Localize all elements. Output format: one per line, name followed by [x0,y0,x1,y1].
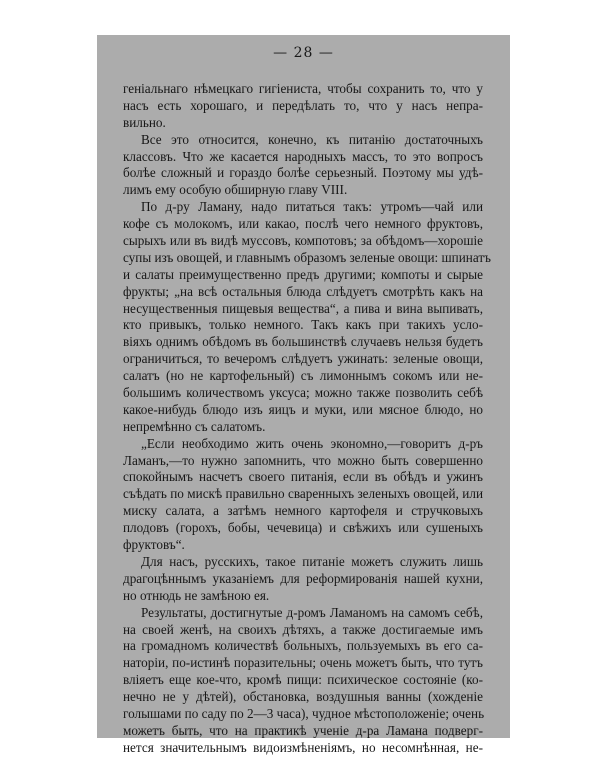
text-line: но отнюдь не замѣною ея. [123,587,270,603]
text-line: салатъ (но не картофельный) съ лимоннымъ сокомъ или не- [123,368,483,384]
book-page [97,35,510,755]
text-line: на громадномъ количествѣ больныхъ, пользуемыхъ въ его са- [123,638,483,654]
body-text [123,81,491,757]
text-line: нется значительнымъ видоизмѣненіямъ, но несомнѣнная, не- [123,739,483,755]
text-line: ограничиться, то вечеромъ слѣдуетъ ужинать: зеленые овощи, [123,351,483,367]
text-line: наторіи, по-истинѣ поразительны; очень можетъ быть, что тутъ [123,655,483,671]
text-line: миску салата, а затѣмъ немного картофеля и стручковыхъ [123,503,483,519]
text-line: вліяетъ еще кое-что, кромѣ пищи: психическое состояніе (ко- [123,672,483,688]
text-line: насъ есть хорошаго, и передѣлать то, что у насъ непра- [123,97,483,113]
text-line: несущественныя пищевыя вещества“, а пива и вина выпивать, [123,300,483,316]
text-line: нечно не у дѣтей), обстановка, воздушныя ванны (хожденіе [123,689,483,705]
text-line: вильно. [123,114,166,130]
text-line: драгоцѣннымъ указаніемъ для реформированія нашей кухни, [123,570,483,586]
text-line: и салаты преимущественно предъ другими; компоты и сырые [123,266,483,282]
text-line: Ламанъ,—то нужно запомнить, что можно быть совершенно [123,452,483,468]
text-line: сырыхъ или въ видѣ муссовъ, компотовъ; за обѣдомъ—хорошіе [123,233,483,249]
text-line: Все это относится, конечно, къ питанію достаточныхъ [141,131,483,147]
text-line: кофе съ молокомъ, или какао, послѣ чего немного фруктовъ, [123,216,483,232]
text-line: спокойнымъ насчетъ своего питанія, если въ обѣдъ и ужинъ [123,469,483,485]
text-line: плодовъ (горохъ, бобы, чечевица) и свѣжихъ или сушеныхъ [123,520,483,536]
text-line: кто привыкъ, только немного. Такъ какъ при такихъ усло- [123,317,483,333]
text-line: фрукты; „на всѣ остальныя блюда слѣдуетъ смотрѣть какъ на [123,283,483,299]
text-line: фруктовъ“. [123,537,185,553]
text-line: голышами по саду по 2—3 часа), чудное мѣстоположеніе; очень [123,705,485,721]
text-line: супы изъ овощей, и главнымъ образомъ зеленые овощи: шпинатъ [123,249,491,265]
text-line: „Если необходимо жить очень экономно,—говоритъ д-ръ [141,435,483,451]
text-line: Результаты, достигнутые д-ромъ Ламаномъ на самомъ себѣ, [141,604,483,620]
text-line: лимъ ему особую обширную главу VIII. [123,182,348,198]
text-line: непремѣнно съ салатомъ. [123,418,266,434]
text-line: большимъ количествомъ уксуса; можно также позволить себѣ [123,385,483,401]
page-number: — 28 — [273,45,334,61]
text-line: геніальнаго нѣмецкаго гигіениста, чтобы сохранить то, что у [123,81,483,96]
text-line: классовъ. Что же касается народныхъ массъ, то это вопросъ [123,148,483,164]
text-line: на своей женѣ, на своихъ дѣтяхъ, а также достигаемые имъ [123,621,483,637]
text-line: какое-нибудь блюдо изъ яицъ и муки, или мясное блюдо, но [123,401,483,417]
text-line: можетъ быть, что на практикѣ ученіе д-ра Ламана подверг- [123,722,483,738]
text-line: болѣе сложный и гораздо болѣе серьезный. Поэтому мы удѣ- [123,165,483,181]
text-line: По д-ру Ламану, надо питаться такъ: утромъ—чай или [141,199,483,215]
text-line: съѣдать по мискѣ правильно сваренныхъ зеленыхъ овощей, или [123,486,483,502]
text-line: Для насъ, русскихъ, такое питаніе можетъ служить лишь [141,553,483,569]
text-line: віяхъ однимъ обѣдомъ въ большинствѣ случаевъ нельзя будетъ [123,334,483,350]
